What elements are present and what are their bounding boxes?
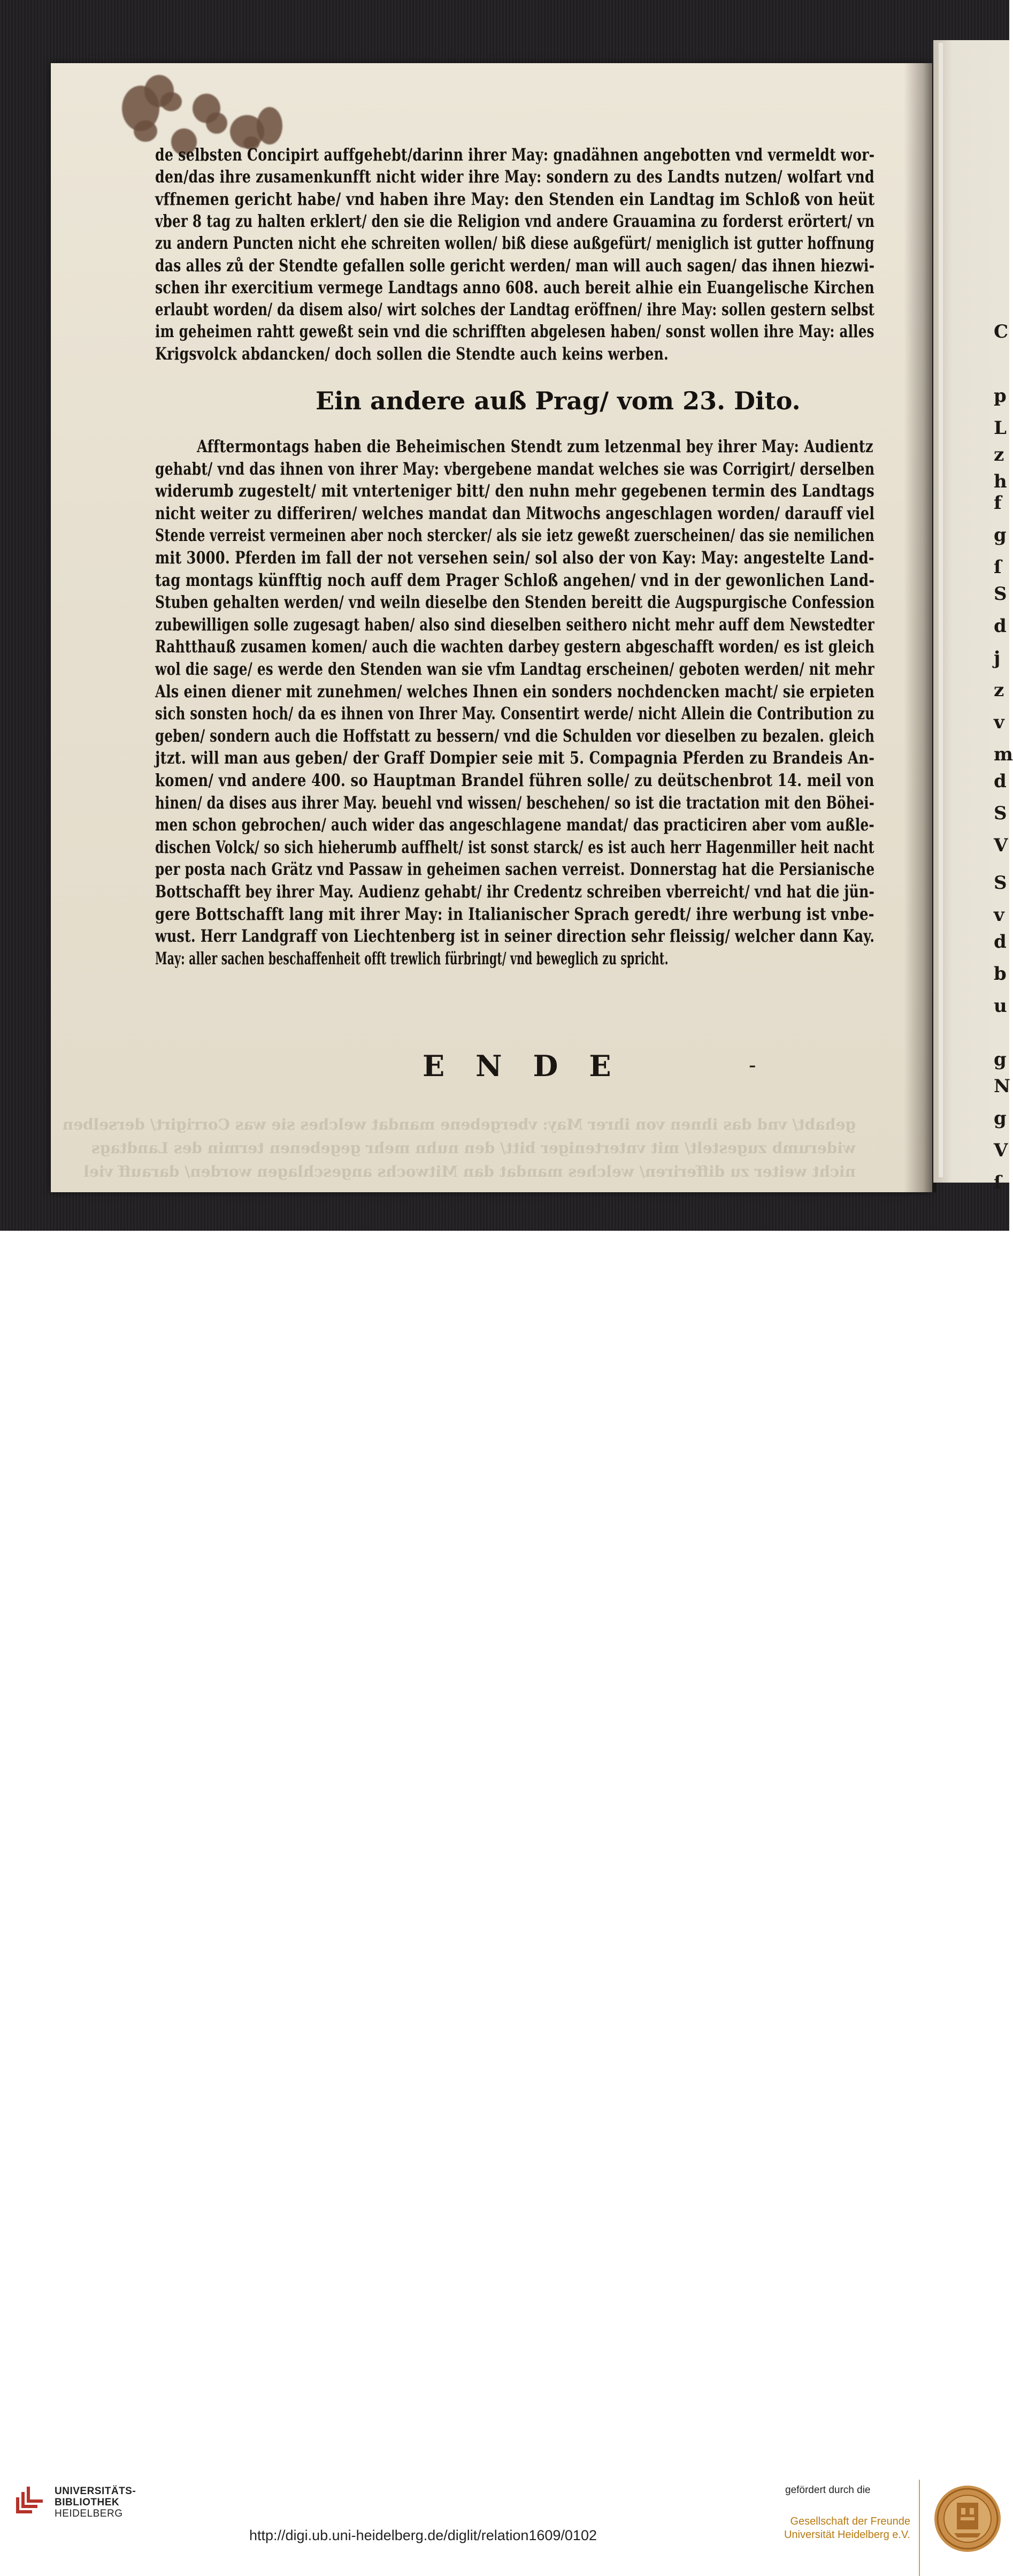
text-line: geben/ sondern auch die Hoffstatt zu bessern/ vnd die Schulden vor dieselben zu bezalen. gleich — [155, 725, 875, 746]
right-page-glyph: S — [994, 803, 1007, 824]
text-line: Als einen diener mit zunehmen/ welches Ihnen ein sonders nochdencken macht/ sie erpieten — [155, 681, 875, 702]
text-line: de selbsten Concipirt auffgehebt/darinn ihrer May: gnadähnen angebotten vnd vermeldt wor- — [155, 144, 875, 165]
text-line: dischen Volck/ so sich hieherumb auffhelt/ ist sonst starck/ es ist auch herr Hagenmiller heit nacht — [155, 836, 874, 857]
book-gutter-shadow — [904, 63, 936, 1192]
right-page-glyph: L — [994, 417, 1007, 439]
right-page-glyph: V — [994, 1140, 1008, 1161]
show-through-line: gehabt/ vnd das ihnen von ihrer May: vbergebene mandat welches sie was Corrigirt/ derselben — [62, 1116, 856, 1133]
right-page-glyph: f — [994, 492, 1002, 514]
page-edge-highlight — [939, 43, 943, 1177]
library-name — [55, 2486, 136, 2519]
text-line: sich sonsten hoch/ da es ihnen von Ihrer May. Consentirt werde/ nicht Allein die Contribution zu — [155, 703, 875, 724]
scanned-book-photo — [0, 0, 1013, 1231]
permalink-url[interactable]: http://digi.ub.uni-heidelberg.de/diglit/relation1609/0102 — [249, 2527, 597, 2543]
right-page-glyph: ſ — [994, 557, 1002, 578]
right-page-glyph: g — [994, 1049, 1007, 1070]
text-line: komen/ vnd andere 400. so Hauptman Brandel führen solle/ zu deütschenbrot 14. meil von — [155, 770, 874, 790]
text-line: wol die sage/ es werde den Stenden wan sie vfm Landtag erscheinen/ geboten werden/ nit mehr — [155, 659, 874, 679]
text-line: gehabt/ vnd das ihnen von ihrer May: vbergebene mandat welches sie was Corrigirt/ derselben — [155, 458, 875, 479]
right-page-glyph: V — [994, 835, 1008, 856]
university-seal-icon — [933, 2484, 1002, 2554]
text-line: schen ihr exercitium vermege Landtags anno 608. auch bereit alhie ein Euangelische Kirchen — [155, 277, 875, 298]
right-page-glyph: m — [994, 744, 1013, 765]
end-mark: ENDE — [423, 1049, 642, 1083]
section-heading: Ein andere auß Prag/ vom 23. Dito. — [316, 386, 801, 415]
sponsor-divider — [919, 2480, 920, 2576]
text-line: mit 3000. Pferden im fall der not versehen sein/ sol also der von Kay: May: angestelte Land- — [155, 547, 874, 568]
sponsor-label: gefördert durch die — [785, 2484, 871, 2496]
show-through-text — [62, 1116, 856, 1186]
text-line: tag montags künfftig noch auff dem Prager Schloß angehen/ vnd in der gewonlichen Land- — [155, 569, 875, 590]
text-line: men schon gebrochen/ auch wider das angeschlagene mandat/ das practiciren aber vom außle- — [155, 814, 874, 835]
right-page-glyph: d — [994, 771, 1007, 792]
text-line: vber 8 tag zu halten erklert/ den sie die Religion vnd andere Grauamina zu forderst erörtert/ vn — [155, 210, 875, 231]
right-page-glyph: C — [994, 321, 1009, 342]
right-page-glyph: N — [994, 1076, 1011, 1097]
text-line: Stende verreist vermeinen aber noch stercker/ als sie ietz geweßt zuerscheinen/ das sie nemilichen — [155, 525, 875, 546]
right-page-glyph: z — [994, 444, 1004, 466]
library-name-line: UNIVERSITÄTS- — [55, 2486, 136, 2497]
show-through-line: widerumb zugestelt/ mit vnterteniger bitt/ den nuhn mehr gegebenen termin des Landtags — [91, 1139, 856, 1157]
right-page-glyph: v — [994, 904, 1004, 926]
right-page-glyph: u — [994, 995, 1007, 1017]
text-line: den/das ihre zusamenkunfft nicht wider ihre May: sondern zu des Landts nutzen/ wolfart vnd — [155, 166, 874, 187]
text-line: gere Bottschafft lang mit ihrer May: in Italianischer Sprach geredt/ ihre werbung ist vnbe- — [155, 903, 874, 924]
right-page-glyph: z — [994, 680, 1004, 701]
text-line: May: aller sachen beschaffenheit offt trewlich fürbringt/ vnd beweglich zu spricht. — [155, 948, 669, 969]
right-page-glyph: j — [994, 647, 1001, 669]
text-line: nicht weiter zu differiren/ welches mandat dan Mitwochs angeschlagen worden/ darauff viel — [155, 502, 875, 523]
text-line: Krigsvolck abdancken/ doch sollen die Stendte auch keins werben. — [155, 343, 669, 364]
sponsor-name-line: Gesellschaft der Freunde — [790, 2516, 910, 2527]
text-line: hinen/ da dises aus ihrer May. beuehl vnd wissen/ beschehen/ so ist die tractation mit den Böhei- — [155, 792, 875, 813]
sponsor-name-line: Universität Heidelberg e.V. — [784, 2529, 910, 2541]
right-page-glyph: g — [994, 524, 1007, 546]
text-line: per posta nach Grätz vnd Passaw in geheimen sachen verreist. Donnerstag hat die Persianische — [155, 859, 875, 880]
right-page-glyph: d — [994, 615, 1007, 637]
end-dash: - — [749, 1053, 756, 1078]
right-page-glyph: b — [994, 963, 1007, 985]
text-line: das alles zů der Stendte gefallen solle gericht werden/ man will auch sagen/ das ihnen hiezwi- — [155, 255, 875, 276]
text-line: zu andern Puncten nicht ehe schreiten wollen/ biß diese außgefürt/ meniglich ist gutter hoffnung — [155, 233, 874, 254]
text-line: erlaubt worden/ da disem also/ wirt solches der Landtag eröffnen/ ihre May: sollen gestern selbst — [155, 299, 875, 320]
sponsor-name — [770, 2515, 910, 2542]
text-line: wust. Herr Landgraff von Liechtenberg ist in seiner direction sehr fleissig/ welcher dann Kay. — [155, 926, 875, 947]
text-line: zubewilligen solle zugesagt haben/ also sind dieselben seithero nicht mehr auff dem Newstedter — [155, 614, 874, 635]
right-page-glyph: S — [994, 583, 1007, 605]
right-page-glyph: ſ — [994, 1172, 1002, 1193]
right-page-glyph: g — [994, 1108, 1007, 1129]
right-page-glyph: h — [994, 471, 1007, 492]
text-line: Bottschafft bey ihrer May. Audienz gehabt/ ihr Credentz schreiben vberreicht/ vnd hat die jün- — [155, 881, 875, 902]
text-line: Afftermontags haben die Beheimischen Stendt zum letzenmal bey ihrer May: Audientz — [197, 436, 873, 456]
text-line: jtzt. will man aus geben/ der Graff Dompier seie mit 5. Compagnia Pferden zu Brandeis An- — [155, 748, 875, 768]
viewer-footer — [0, 1231, 1009, 2543]
right-page-glyph: S — [994, 872, 1007, 894]
right-page-glyph: d — [994, 931, 1007, 952]
text-line: im geheimen rahtt geweßt sein vnd die schrifften abgelesen haben/ sonst wollen ihre May: alles — [155, 321, 874, 342]
show-through-line: nicht weiter zu differiren/ welches mandat dan Mitwochs angeschlagen worden/ darauff viel — [83, 1163, 856, 1180]
text-line: Stuben gehalten werden/ vnd weiln dieselbe den Stenden bereitt die Augspurgische Confession — [155, 592, 875, 613]
library-name-line: BIBLIOTHEK — [55, 2497, 120, 2508]
right-page-glyph: v — [994, 712, 1004, 733]
library-name-line: HEIDELBERG — [55, 2508, 123, 2519]
ub-logo-icon — [12, 2484, 45, 2518]
right-page-glyph: p — [994, 385, 1007, 407]
text-line: widerumb zugestelt/ mit vnterteniger bitt/ den nuhn mehr gegebenen termin des Landtags — [155, 481, 874, 501]
text-line: Rahtthauß zusamen komen/ auch die wachten darbey gestern abgeschafft worden/ es ist gleich — [155, 636, 875, 657]
text-line: vffnemen gericht habe/ vnd haben ihre May: den Stenden ein Landtag im Schloß von heüt — [155, 188, 875, 209]
